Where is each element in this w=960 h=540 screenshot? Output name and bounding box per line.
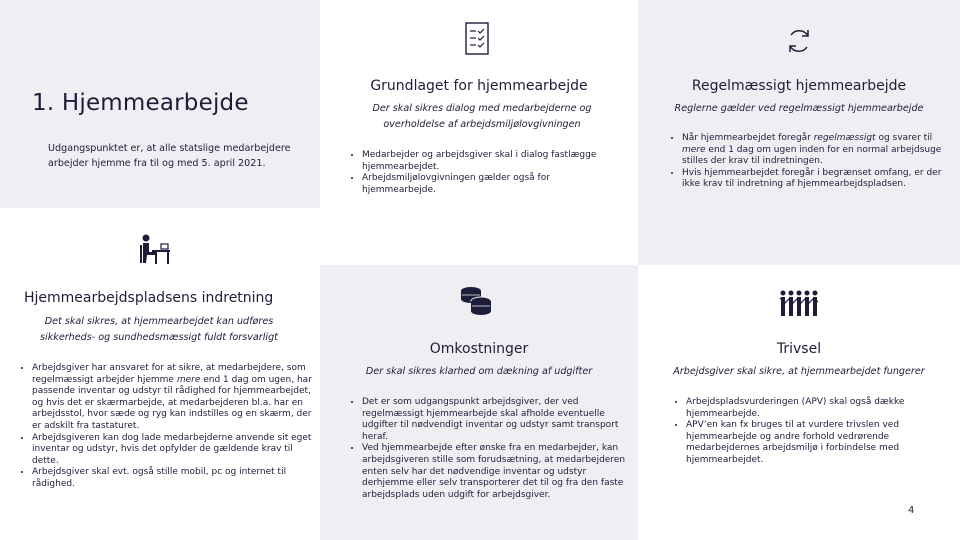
omkostninger-bullets	[348, 397, 626, 501]
intro-text: Udgangspunktet er, at alle statslige medarbejdere arbejder hjemme fra til og med 5. april 2021.	[48, 143, 291, 169]
bullet-text: Når hjemmearbejdet foregår	[682, 133, 814, 143]
grundlag-subtitle: Der skal sikres dialog med medarbejderne og overholdelse af arbejdsmiljølovgivningen	[372, 103, 592, 130]
group-of-people-icon	[779, 289, 819, 317]
indretning-heading: Hjemmearbejdspladsens indretning	[24, 290, 274, 306]
omkostninger-subtitle: Der skal sikres klarhed om dækning af udgifter	[365, 366, 593, 377]
checklist-icon	[465, 22, 491, 56]
page-title: 1. Hjemmearbejde	[32, 90, 249, 116]
bullet-text: og svarer til	[875, 133, 933, 143]
bullet-text: end 1 dag om ugen inden for en normal arbejdsuge stilles der krav til indretningen.	[682, 144, 942, 167]
trivsel-heading: Trivsel	[776, 341, 822, 357]
grundlag-panel	[320, 0, 638, 265]
regelmaessigt-bullets	[668, 133, 952, 191]
list-item: • Hvis hjemmearbejdet foregår i begrænset omfang, er der ikke krav til indretning af hjemmearbejdspladsen.	[682, 168, 952, 191]
person-at-desk-icon	[138, 233, 172, 267]
list-item: • Ved hjemmearbejde efter ønske fra en medarbejder, kan arbejdsgiveren stille som forudsætning, at medarbejderen enten selv har det nødvendige inventar og udstyr derhjemme eller selv transporterer det til og fra den faste arbejdsplads uden udgift for arbejdsgiver.	[362, 443, 626, 501]
grundlag-heading: Grundlaget for hjemmearbejde	[370, 78, 588, 94]
list-item: • Det er som udgangspunkt arbejdsgiver, der ved regelmæssigt hjemmearbejde skal afholde eventuelle udgifter til nødvendigt inventar og udstyr samt transport heraf.	[362, 397, 626, 443]
trivsel-subtitle: Arbejdsgiver skal sikre, at hjemmearbejdet fungerer	[673, 366, 925, 377]
emphasis-text: mere	[176, 374, 201, 385]
grundlag-bullets	[348, 150, 624, 196]
page-number: 4	[908, 505, 915, 516]
list-item: • Medarbejder og arbejdsgiver skal i dialog fastlægge hjemmearbejdet.	[362, 150, 624, 173]
indretning-subtitle: Det skal sikres, at hjemmearbejdet kan udføres sikkerheds- og sundhedsmæssigt fuldt forsvarligt	[40, 316, 278, 343]
bullet-text: Arbejdsgiver har ansvaret for at sikre, at medarbejdere, som regelmæssigt arbejder hjemme	[32, 363, 306, 385]
list-item	[682, 133, 952, 168]
emphasis-text: mere	[682, 144, 706, 155]
indretning-bullets	[18, 363, 312, 491]
list-item: • Arbejdsgiver skal evt. også stille mobil, pc og internet til rådighed.	[32, 467, 312, 490]
trivsel-panel	[638, 265, 960, 540]
list-item: • Arbejdsgiveren kan dog lade medarbejderne anvende sit eget inventar og udstyr, hvis det opfylder de gældende krav til dette.	[32, 433, 312, 468]
list-item: • APV’en kan fx bruges til at vurdere trivslen ved hjemmearbejde og andre forhold vedrørende medarbejdernes arbejdsmiljø i forbindelse med hjemmearbejdet.	[686, 420, 936, 466]
list-item: • Arbejdsmiljølovgivningen gælder også for hjemmearbejde.	[362, 173, 624, 196]
emphasis-text: regelmæssigt	[813, 133, 876, 143]
omkostninger-heading: Omkostninger	[429, 341, 529, 357]
coins-icon	[459, 285, 495, 317]
indretning-panel	[0, 208, 320, 540]
list-item	[32, 363, 312, 433]
regelmaessigt-panel	[638, 0, 960, 265]
omkostninger-panel	[320, 265, 638, 540]
trivsel-bullets	[672, 397, 936, 467]
regelmaessigt-heading: Regelmæssigt hjemmearbejde	[691, 78, 907, 94]
refresh-cycle-icon	[784, 26, 814, 56]
intro-panel	[0, 0, 320, 208]
list-item: • Arbejdspladsvurderingen (APV) skal også dække hjemmearbejde.	[686, 397, 936, 420]
bullet-text: end 1 dag om ugen, har passende inventar og udstyr til rådighed for hjemmearbejdet, og hvis det er skærmarbejde, at medarbejderen bl.a. har en arbejdsstol, hvor sæde og ryg kan indstilles og en skærm, der er adskilt fra tastaturet.	[32, 374, 312, 431]
regelmaessigt-subtitle: Reglerne gælder ved regelmæssigt hjemmearbejde	[674, 103, 924, 114]
